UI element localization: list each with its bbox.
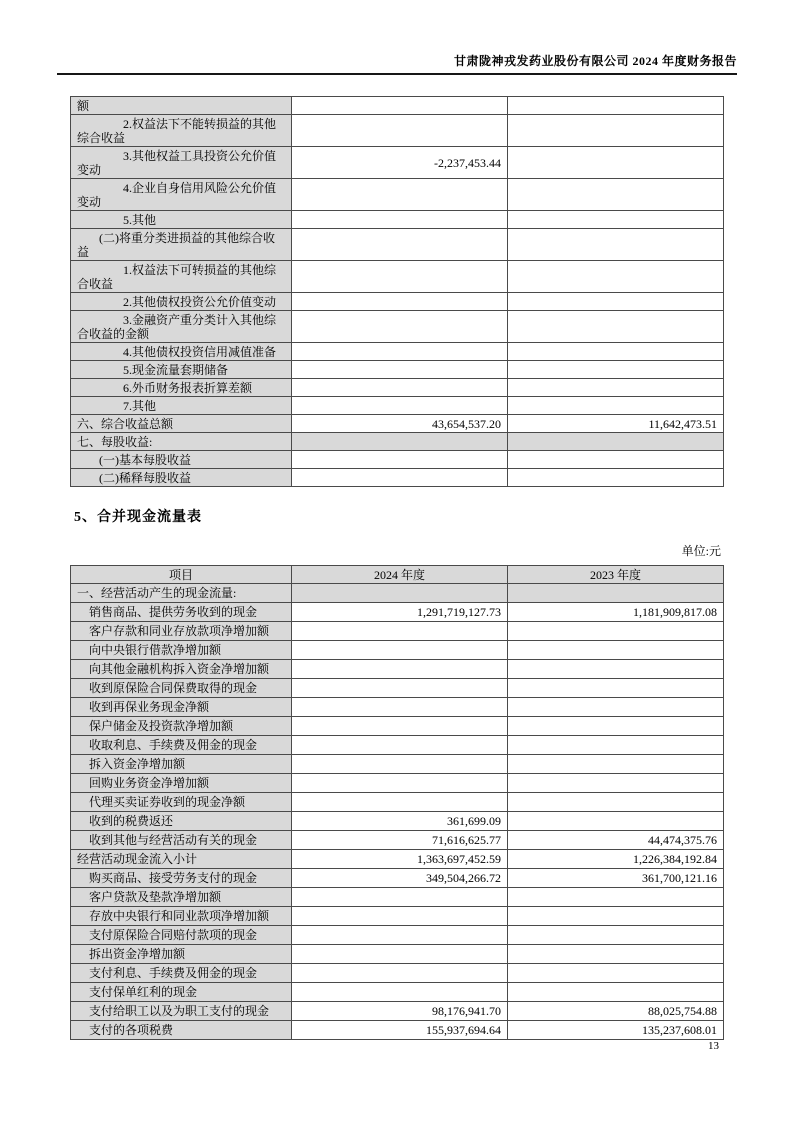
table-row	[71, 926, 724, 945]
column-header-2023: 2023 年度	[508, 566, 724, 584]
table-row	[71, 679, 724, 698]
row-label: 收到再保业务现金净额	[71, 698, 292, 717]
value-2024	[292, 983, 508, 1002]
table-row	[71, 311, 724, 343]
table-row	[71, 907, 724, 926]
table-row	[71, 261, 724, 293]
value-2024	[292, 261, 508, 293]
value-2024	[292, 945, 508, 964]
value-2024: 98,176,941.70	[292, 1002, 508, 1021]
row-label: 收到其他与经营活动有关的现金	[71, 831, 292, 850]
table-row	[71, 812, 724, 831]
value-2024	[292, 774, 508, 793]
table-row	[71, 115, 724, 147]
value-2023	[508, 679, 724, 698]
consolidated-cash-flow-table	[70, 565, 724, 1040]
row-label: (一)基本每股收益	[71, 451, 292, 469]
value-2023	[508, 755, 724, 774]
value-2024	[292, 926, 508, 945]
value-2023	[508, 115, 724, 147]
value-2024	[292, 679, 508, 698]
row-label: 客户贷款及垫款净增加额	[71, 888, 292, 907]
value-2023	[508, 469, 724, 487]
row-label: 支付保单红利的现金	[71, 983, 292, 1002]
value-2023	[508, 717, 724, 736]
table-row	[71, 343, 724, 361]
table-row	[71, 1021, 724, 1040]
table-row	[71, 831, 724, 850]
table-row	[71, 361, 724, 379]
value-2024	[292, 361, 508, 379]
value-2023	[508, 433, 724, 451]
table-row	[71, 147, 724, 179]
value-2023	[508, 964, 724, 983]
table-row	[71, 622, 724, 641]
value-2023	[508, 641, 724, 660]
value-2024	[292, 793, 508, 812]
value-2024	[292, 641, 508, 660]
column-header-item: 项目	[71, 566, 292, 584]
table-row	[71, 774, 724, 793]
value-2023: 361,700,121.16	[508, 869, 724, 888]
row-label: 拆入资金净增加额	[71, 755, 292, 774]
value-2023	[508, 660, 724, 679]
value-2024	[292, 179, 508, 211]
row-label: 2.其他债权投资公允价值变动	[71, 293, 292, 311]
table-row	[71, 698, 724, 717]
table-row	[71, 717, 724, 736]
table-row	[71, 451, 724, 469]
row-label: 支付给职工以及为职工支付的现金	[71, 1002, 292, 1021]
table-row	[71, 793, 724, 812]
row-label: 3.金融资产重分类计入其他综合收益的金额	[71, 311, 292, 343]
value-2023	[508, 147, 724, 179]
value-2024: 71,616,625.77	[292, 831, 508, 850]
table-row	[71, 211, 724, 229]
value-2023	[508, 343, 724, 361]
value-2023	[508, 812, 724, 831]
table-row	[71, 469, 724, 487]
value-2023: 44,474,375.76	[508, 831, 724, 850]
table-row	[71, 983, 724, 1002]
value-2023: 11,642,473.51	[508, 415, 724, 433]
row-label: 额	[71, 97, 292, 115]
table-row	[71, 415, 724, 433]
value-2023: 1,226,384,192.84	[508, 850, 724, 869]
table-row	[71, 964, 724, 983]
value-2023	[508, 698, 724, 717]
row-label: (二)稀释每股收益	[71, 469, 292, 487]
value-2023	[508, 926, 724, 945]
value-2024	[292, 433, 508, 451]
value-2024	[292, 115, 508, 147]
report-title: 甘肃陇神戎发药业股份有限公司 2024 年度财务报告	[453, 54, 737, 68]
row-label: 保户储金及投资款净增加额	[71, 717, 292, 736]
table-row	[71, 736, 724, 755]
row-label: 销售商品、提供劳务收到的现金	[71, 603, 292, 622]
value-2024	[292, 229, 508, 261]
value-2023	[508, 211, 724, 229]
value-2024: 43,654,537.20	[292, 415, 508, 433]
table-row	[71, 603, 724, 622]
table-row	[71, 869, 724, 888]
table-row	[71, 584, 724, 603]
value-2024	[292, 698, 508, 717]
value-2023	[508, 774, 724, 793]
value-2023: 135,237,608.01	[508, 1021, 724, 1040]
value-2024	[292, 660, 508, 679]
table-row	[71, 397, 724, 415]
value-2023: 88,025,754.88	[508, 1002, 724, 1021]
value-2023	[508, 451, 724, 469]
value-2024: 155,937,694.64	[292, 1021, 508, 1040]
table-row	[71, 945, 724, 964]
row-label: 存放中央银行和同业款项净增加额	[71, 907, 292, 926]
value-2023	[508, 888, 724, 907]
value-2024	[292, 584, 508, 603]
table-row	[71, 433, 724, 451]
table-header-row	[71, 566, 724, 584]
table-row	[71, 1002, 724, 1021]
value-2024	[292, 469, 508, 487]
row-label: 经营活动现金流入小计	[71, 850, 292, 869]
row-label: 收取利息、手续费及佣金的现金	[71, 736, 292, 755]
row-label: 一、经营活动产生的现金流量:	[71, 584, 292, 603]
value-2024	[292, 397, 508, 415]
table-row	[71, 379, 724, 397]
table-row	[71, 293, 724, 311]
row-label: 5.现金流量套期储备	[71, 361, 292, 379]
header-divider	[57, 73, 737, 75]
value-2023	[508, 983, 724, 1002]
value-2024	[292, 379, 508, 397]
row-label: 6.外币财务报表折算差额	[71, 379, 292, 397]
value-2024	[292, 451, 508, 469]
row-label: 7.其他	[71, 397, 292, 415]
value-2023	[508, 229, 724, 261]
value-2024	[292, 964, 508, 983]
value-2024	[292, 736, 508, 755]
row-label: 5.其他	[71, 211, 292, 229]
table-row	[71, 229, 724, 261]
value-2023: 1,181,909,817.08	[508, 603, 724, 622]
row-label: 六、综合收益总额	[71, 415, 292, 433]
row-label: 向其他金融机构拆入资金净增加额	[71, 660, 292, 679]
row-label: 拆出资金净增加额	[71, 945, 292, 964]
row-label: 收到原保险合同保费取得的现金	[71, 679, 292, 698]
value-2023	[508, 361, 724, 379]
value-2024	[292, 717, 508, 736]
column-header-2024: 2024 年度	[292, 566, 508, 584]
row-label: (二)将重分类进损益的其他综合收益	[71, 229, 292, 261]
value-2024	[292, 311, 508, 343]
table-row	[71, 755, 724, 774]
value-2024	[292, 888, 508, 907]
value-2024	[292, 755, 508, 774]
row-label: 2.权益法下不能转损益的其他综合收益	[71, 115, 292, 147]
value-2024	[292, 211, 508, 229]
row-label: 客户存款和同业存放款项净增加额	[71, 622, 292, 641]
table-row	[71, 660, 724, 679]
row-label: 支付的各项税费	[71, 1021, 292, 1040]
value-2024	[292, 97, 508, 115]
table-row	[71, 888, 724, 907]
value-2024	[292, 293, 508, 311]
document-header	[0, 0, 793, 75]
table-row	[71, 97, 724, 115]
value-2024	[292, 907, 508, 926]
value-2023	[508, 179, 724, 211]
table-row	[71, 179, 724, 211]
comprehensive-income-table-continued	[70, 96, 724, 487]
value-2024: 349,504,266.72	[292, 869, 508, 888]
table-row	[71, 641, 724, 660]
row-label: 七、每股收益:	[71, 433, 292, 451]
row-label: 支付原保险合同赔付款项的现金	[71, 926, 292, 945]
row-label: 支付利息、手续费及佣金的现金	[71, 964, 292, 983]
row-label: 代理买卖证券收到的现金净额	[71, 793, 292, 812]
value-2023	[508, 945, 724, 964]
row-label: 3.其他权益工具投资公允价值变动	[71, 147, 292, 179]
value-2024: -2,237,453.44	[292, 147, 508, 179]
value-2024	[292, 622, 508, 641]
value-2023	[508, 584, 724, 603]
value-2023	[508, 397, 724, 415]
value-2024: 361,699.09	[292, 812, 508, 831]
row-label: 收到的税费返还	[71, 812, 292, 831]
value-2023	[508, 736, 724, 755]
row-label: 1.权益法下可转损益的其他综合收益	[71, 261, 292, 293]
section-heading: 5、合并现金流量表	[74, 510, 202, 525]
row-label: 购买商品、接受劳务支付的现金	[71, 869, 292, 888]
table-row	[71, 850, 724, 869]
unit-label: 单位:元	[681, 544, 721, 558]
value-2024: 1,363,697,452.59	[292, 850, 508, 869]
row-label: 向中央银行借款净增加额	[71, 641, 292, 660]
value-2023	[508, 311, 724, 343]
value-2023	[508, 97, 724, 115]
row-label: 4.其他债权投资信用减值准备	[71, 343, 292, 361]
value-2023	[508, 793, 724, 812]
page-number: 13	[708, 1040, 719, 1052]
value-2024: 1,291,719,127.73	[292, 603, 508, 622]
value-2023	[508, 261, 724, 293]
value-2023	[508, 622, 724, 641]
value-2023	[508, 293, 724, 311]
value-2023	[508, 907, 724, 926]
value-2023	[508, 379, 724, 397]
row-label: 回购业务资金净增加额	[71, 774, 292, 793]
row-label: 4.企业自身信用风险公允价值变动	[71, 179, 292, 211]
value-2024	[292, 343, 508, 361]
